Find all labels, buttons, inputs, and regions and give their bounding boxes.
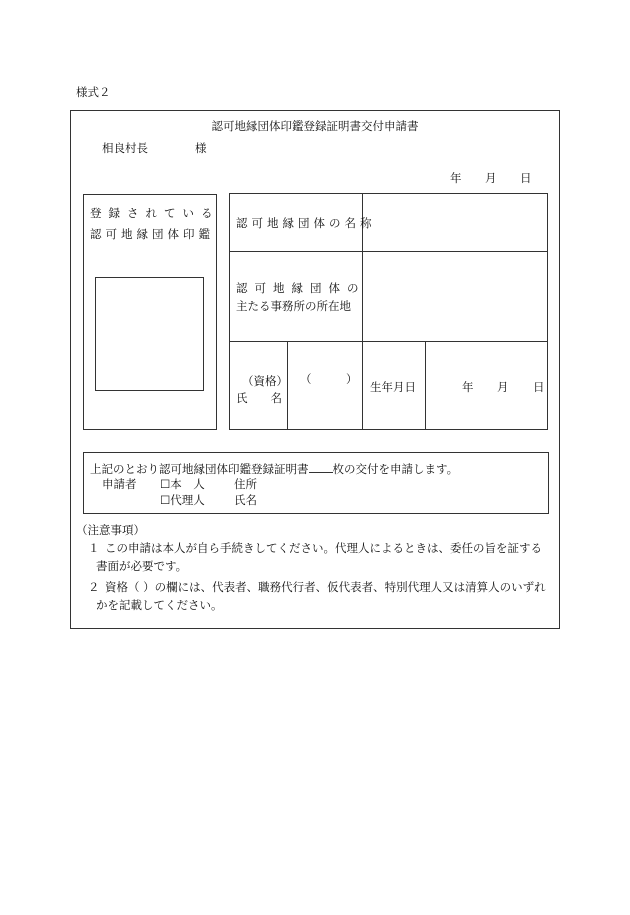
option-agent[interactable]: ☐代理人 <box>160 493 205 507</box>
option-self[interactable]: ☐本 人 <box>160 477 205 491</box>
seal-label-line1: 登録されている <box>90 206 220 220</box>
copies-blank[interactable] <box>309 460 333 473</box>
option-agent-field: 氏名 <box>234 493 257 507</box>
form-label: 様式２ <box>76 85 111 99</box>
request-text-before: 上記のとおり認可地縁団体印鑑登録証明書 <box>90 462 309 476</box>
birth-month: 月 <box>497 380 509 394</box>
note-1-number: １ <box>88 541 100 555</box>
applicant-label: 申請者 <box>102 477 137 491</box>
birth-label: 生年月日 <box>370 380 416 394</box>
table-divider <box>425 341 426 430</box>
note-1-line1: この申請は本人が自ら手続きしてください。代理人によるときは、委任の旨を証する <box>105 541 542 555</box>
request-text <box>90 460 458 477</box>
qualification-paren[interactable]: （ ） <box>300 372 358 386</box>
name-label: 氏 名 <box>236 391 282 405</box>
note-2-line2: かを記載してください。 <box>96 598 223 612</box>
addressee-honorific: 様 <box>195 141 207 155</box>
address-label-line2: 主たる事務所の所在地 <box>236 299 351 313</box>
seal-label-line2: 認可地縁団体印鑑 <box>90 227 214 241</box>
date-year: 年 <box>450 171 462 185</box>
date-month: 月 <box>485 171 497 185</box>
note-2-number: ２ <box>88 580 100 594</box>
birth-day: 日 <box>533 380 545 394</box>
table-divider <box>229 341 548 342</box>
table-divider <box>229 251 548 252</box>
address-label-line1: 認可地縁団体の <box>236 281 366 295</box>
addressee-name: 相良村長 <box>102 141 148 155</box>
note-1-line2: 書面が必要です。 <box>96 559 188 573</box>
request-text-after: 枚の交付を申請します。 <box>332 462 459 476</box>
option-self-field: 住所 <box>234 477 257 491</box>
form-title: 認可地縁団体印鑑登録証明書交付申請書 <box>211 119 419 133</box>
notes-heading: （注意事項） <box>76 523 145 537</box>
birth-year: 年 <box>462 380 474 394</box>
org-name-label: 認可地縁団体の名称 <box>236 216 376 230</box>
note-2-line1: 資格（ ）の欄には、代表者、職務代行者、仮代表者、特別代理人又は清算人のいずれ <box>105 580 546 594</box>
qualification-label: （資格） <box>242 374 288 388</box>
seal-impression-box[interactable] <box>95 277 204 391</box>
date-day: 日 <box>520 171 532 185</box>
